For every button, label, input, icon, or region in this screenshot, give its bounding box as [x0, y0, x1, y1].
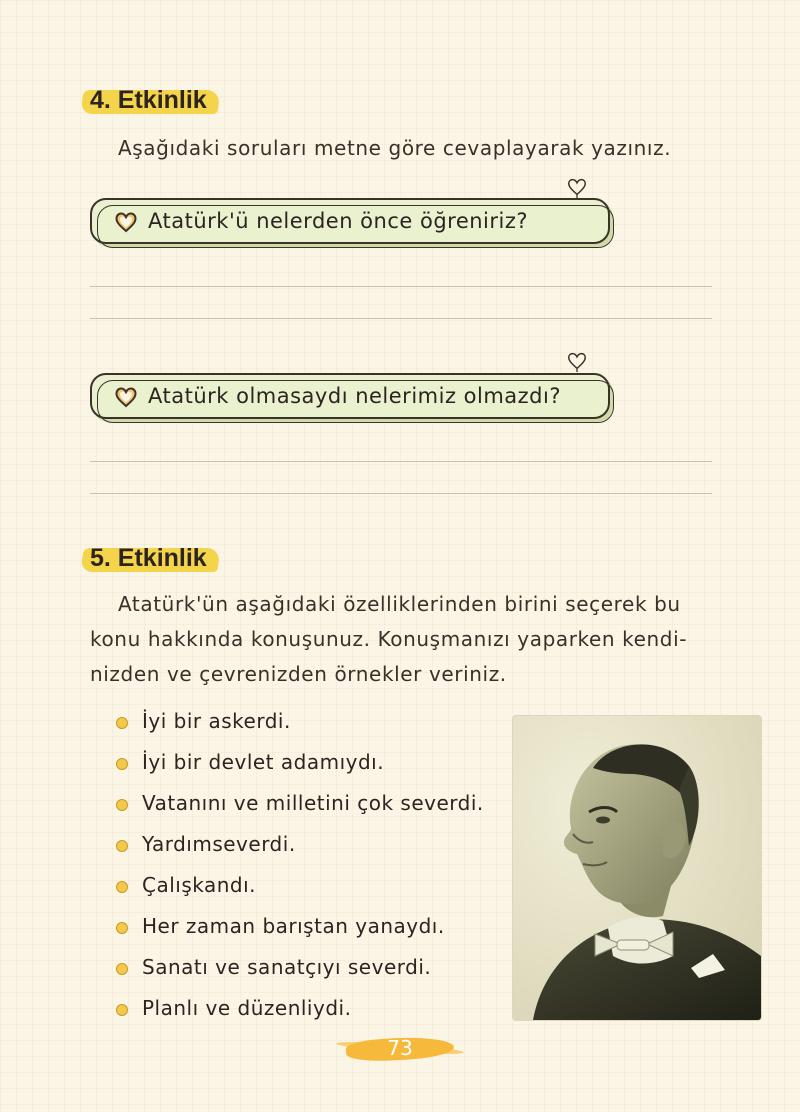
activity4-heading-text: 4. Etkinlik [90, 86, 207, 114]
heart-outline-icon [114, 210, 138, 234]
answer-line[interactable] [90, 318, 712, 319]
bullet-dot-icon [116, 881, 128, 893]
list-item [116, 949, 484, 990]
trait-text: İyi bir devlet adamıydı. [142, 750, 385, 774]
list-item [116, 703, 484, 744]
list-item [116, 785, 484, 826]
trait-text: Yardımseverdi. [142, 832, 296, 856]
answer-line[interactable] [90, 286, 712, 287]
activity5-heading-text: 5. Etkinlik [90, 544, 207, 572]
small-heart-icon [566, 176, 588, 198]
list-item [116, 826, 484, 867]
portrait-illustration [513, 716, 761, 1020]
activity4-heading [82, 82, 219, 118]
activity5-heading [82, 540, 219, 576]
activity5-paragraph-line-1: Atatürk'ün aşağıdaki özelliklerinden birini seçerek bu [118, 592, 681, 616]
bullet-dot-icon [116, 1004, 128, 1016]
activity5-paragraph-line-3: nizden ve çevrenizden örnekler veriniz. [90, 662, 507, 686]
activity4-instruction: Aşağıdaki soruları metne göre cevaplayarak yazınız. [118, 136, 672, 160]
answer-line[interactable] [90, 493, 712, 494]
bullet-dot-icon [116, 758, 128, 770]
list-item [116, 744, 484, 785]
traits-list [116, 703, 484, 1031]
question-1-text: Atatürk'ü nelerden önce öğreniriz? [148, 209, 529, 233]
question-2-text: Atatürk olmasaydı nelerimiz olmazdı? [148, 384, 561, 408]
trait-text: Vatanını ve milletini çok severdi. [142, 791, 484, 815]
bullet-dot-icon [116, 799, 128, 811]
page-number-text: 73 [387, 1036, 413, 1060]
list-item [116, 867, 484, 908]
trait-text: Sanatı ve sanatçıyı severdi. [142, 955, 432, 979]
activity5-paragraph-line-2: konu hakkında konuşunuz. Konuşmanızı yaparken kendi- [90, 627, 688, 651]
bullet-dot-icon [116, 922, 128, 934]
trait-text: İyi bir askerdi. [142, 709, 291, 733]
list-item [116, 908, 484, 949]
bullet-dot-icon [116, 963, 128, 975]
bullet-dot-icon [116, 717, 128, 729]
trait-text: Planlı ve düzenliydi. [142, 996, 352, 1020]
trait-text: Her zaman barıştan yanaydı. [142, 914, 445, 938]
list-item [116, 990, 484, 1031]
answer-line[interactable] [90, 461, 712, 462]
portrait-photo [513, 716, 761, 1020]
question-box-1 [90, 198, 610, 244]
small-heart-icon [566, 350, 588, 372]
trait-text: Çalışkandı. [142, 873, 257, 897]
bullet-dot-icon [116, 840, 128, 852]
page-number [336, 1030, 464, 1066]
question-box-2 [90, 373, 610, 419]
heart-outline-icon [114, 385, 138, 409]
